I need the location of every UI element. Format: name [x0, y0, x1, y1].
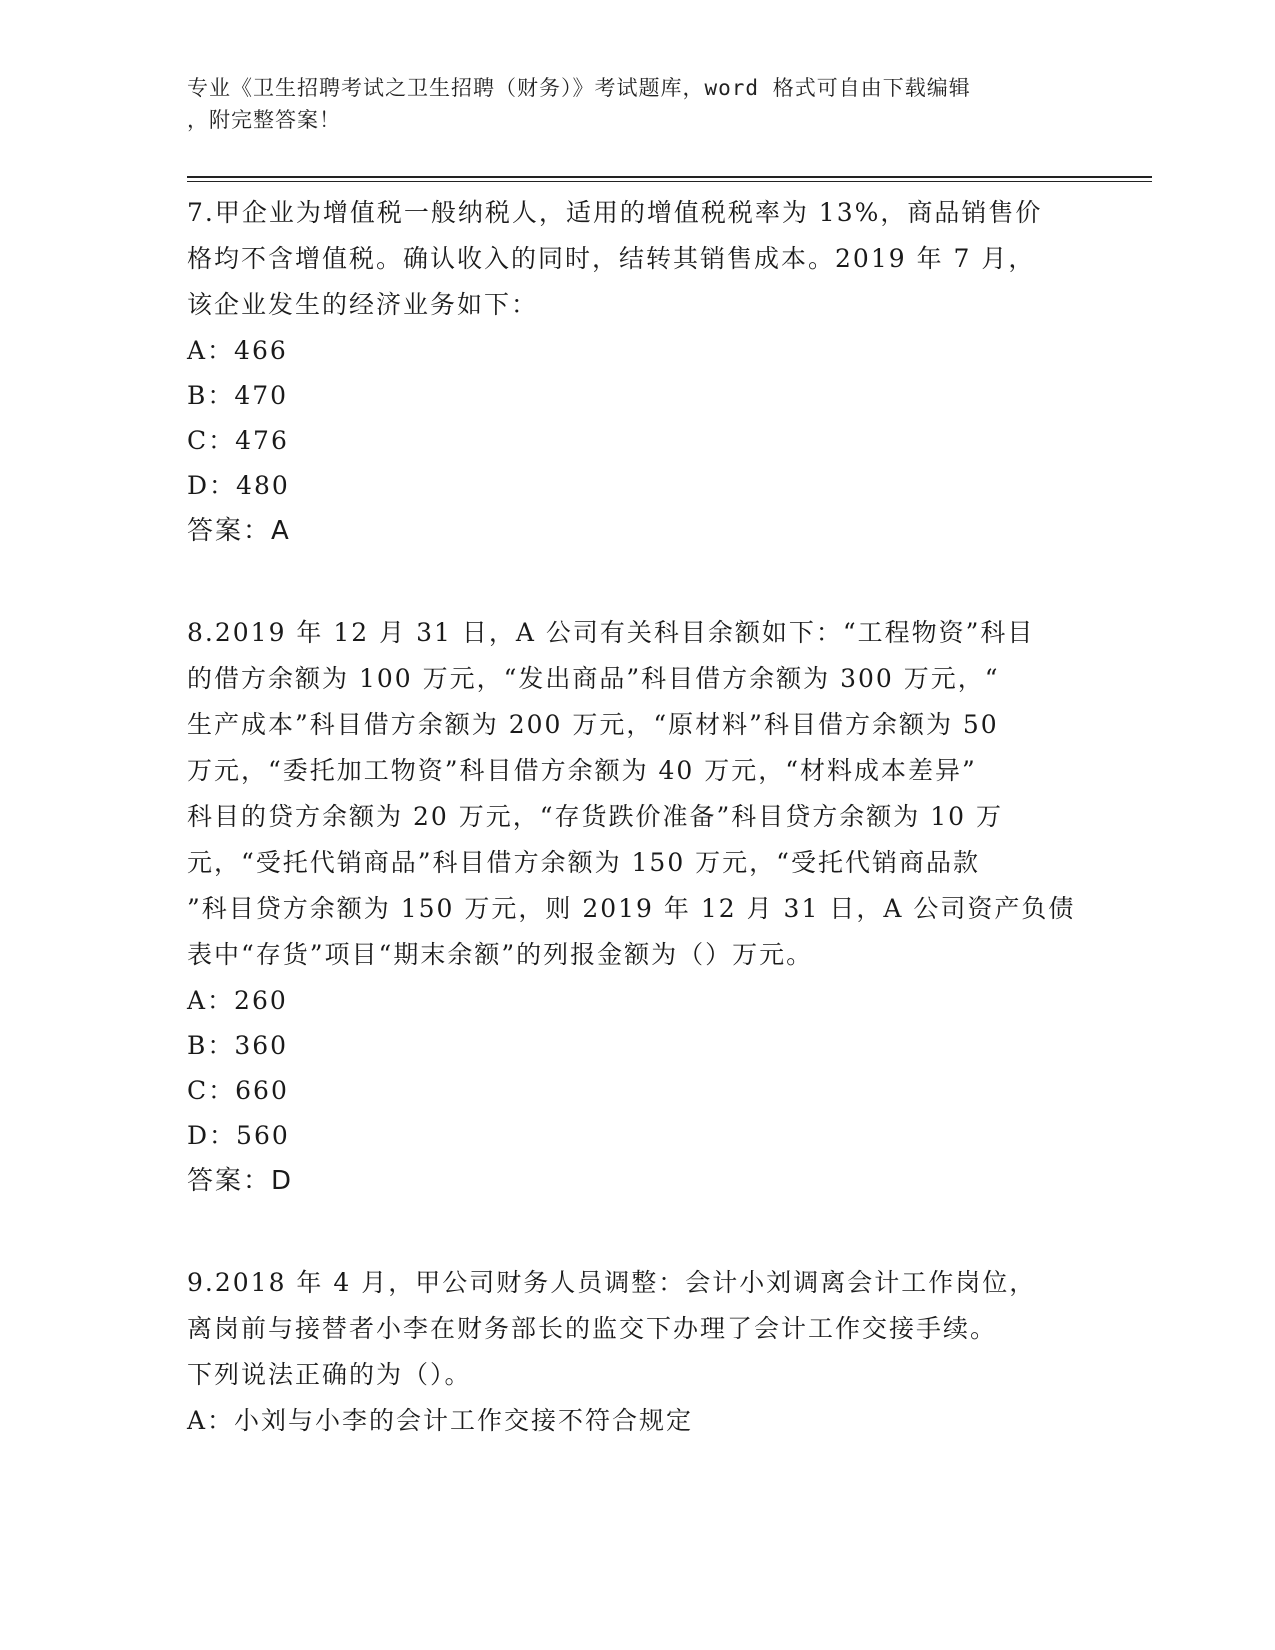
header-line-1: 专业《卫生招聘考试之卫生招聘（财务）》考试题库，word 格式可自由下载编辑 — [187, 76, 971, 100]
question-line: 生产成本”科目借方余额为 200 万元，“原材料”科目借方余额为 50 — [187, 710, 999, 739]
header-divider-thin — [187, 181, 1152, 182]
question-block-9 — [187, 1260, 1087, 1443]
option-b: B：470 — [187, 381, 289, 410]
option-a: A：260 — [187, 986, 288, 1015]
question-block-8 — [187, 610, 1087, 1204]
question-line: 万元，“委托加工物资”科目借方余额为 40 万元，“材料成本差异” — [187, 756, 977, 785]
question-line: ”科目贷方余额为 150 万元，则 2019 年 12 月 31 日，A 公司资产负债 — [187, 894, 1076, 923]
answer-label: 答案：D — [187, 1166, 294, 1196]
header-divider-thick — [187, 176, 1152, 178]
option-d: D：480 — [187, 471, 290, 500]
question-line: 下列说法正确的为（）。 — [187, 1360, 472, 1389]
option-d: D：560 — [187, 1121, 290, 1150]
question-line: 格均不含增值税。确认收入的同时，结转其销售成本。2019 年 7 月， — [187, 244, 1036, 273]
question-line: 的借方余额为 100 万元，“发出商品”科目借方余额为 300 万元，“ — [187, 664, 1000, 693]
answer-label: 答案：A — [187, 516, 291, 546]
option-b: B：360 — [187, 1031, 289, 1060]
question-list — [187, 190, 1087, 1443]
option-a: A：小刘与小李的会计工作交接不符合规定 — [187, 1406, 694, 1435]
option-c: C：660 — [187, 1076, 289, 1105]
question-line: 9.2018 年 4 月，甲公司财务人员调整：会计小刘调离会计工作岗位， — [187, 1268, 1037, 1297]
option-c: C：476 — [187, 426, 289, 455]
question-line: 8.2019 年 12 月 31 日，A 公司有关科目余额如下：“工程物资”科目 — [187, 618, 1035, 647]
question-line: 7.甲企业为增值税一般纳税人，适用的增值税税率为 13%，商品销售价 — [187, 198, 1043, 227]
question-line: 科目的贷方余额为 20 万元，“存货跌价准备”科目贷方余额为 10 万 — [187, 802, 1003, 831]
header-line-2: ，附完整答案！ — [187, 108, 341, 132]
option-a: A：466 — [187, 336, 288, 365]
document-header — [187, 72, 1087, 136]
question-line: 表中“存货”项目“期末余额”的列报金额为（）万元。 — [187, 940, 814, 969]
question-line: 元，“受托代销商品”科目借方余额为 150 万元，“受托代销商品款 — [187, 848, 980, 877]
question-line: 该企业发生的经济业务如下： — [187, 290, 539, 319]
question-block-7 — [187, 190, 1087, 554]
question-line: 离岗前与接替者小李在财务部长的监交下办理了会计工作交接手续。 — [187, 1314, 998, 1343]
